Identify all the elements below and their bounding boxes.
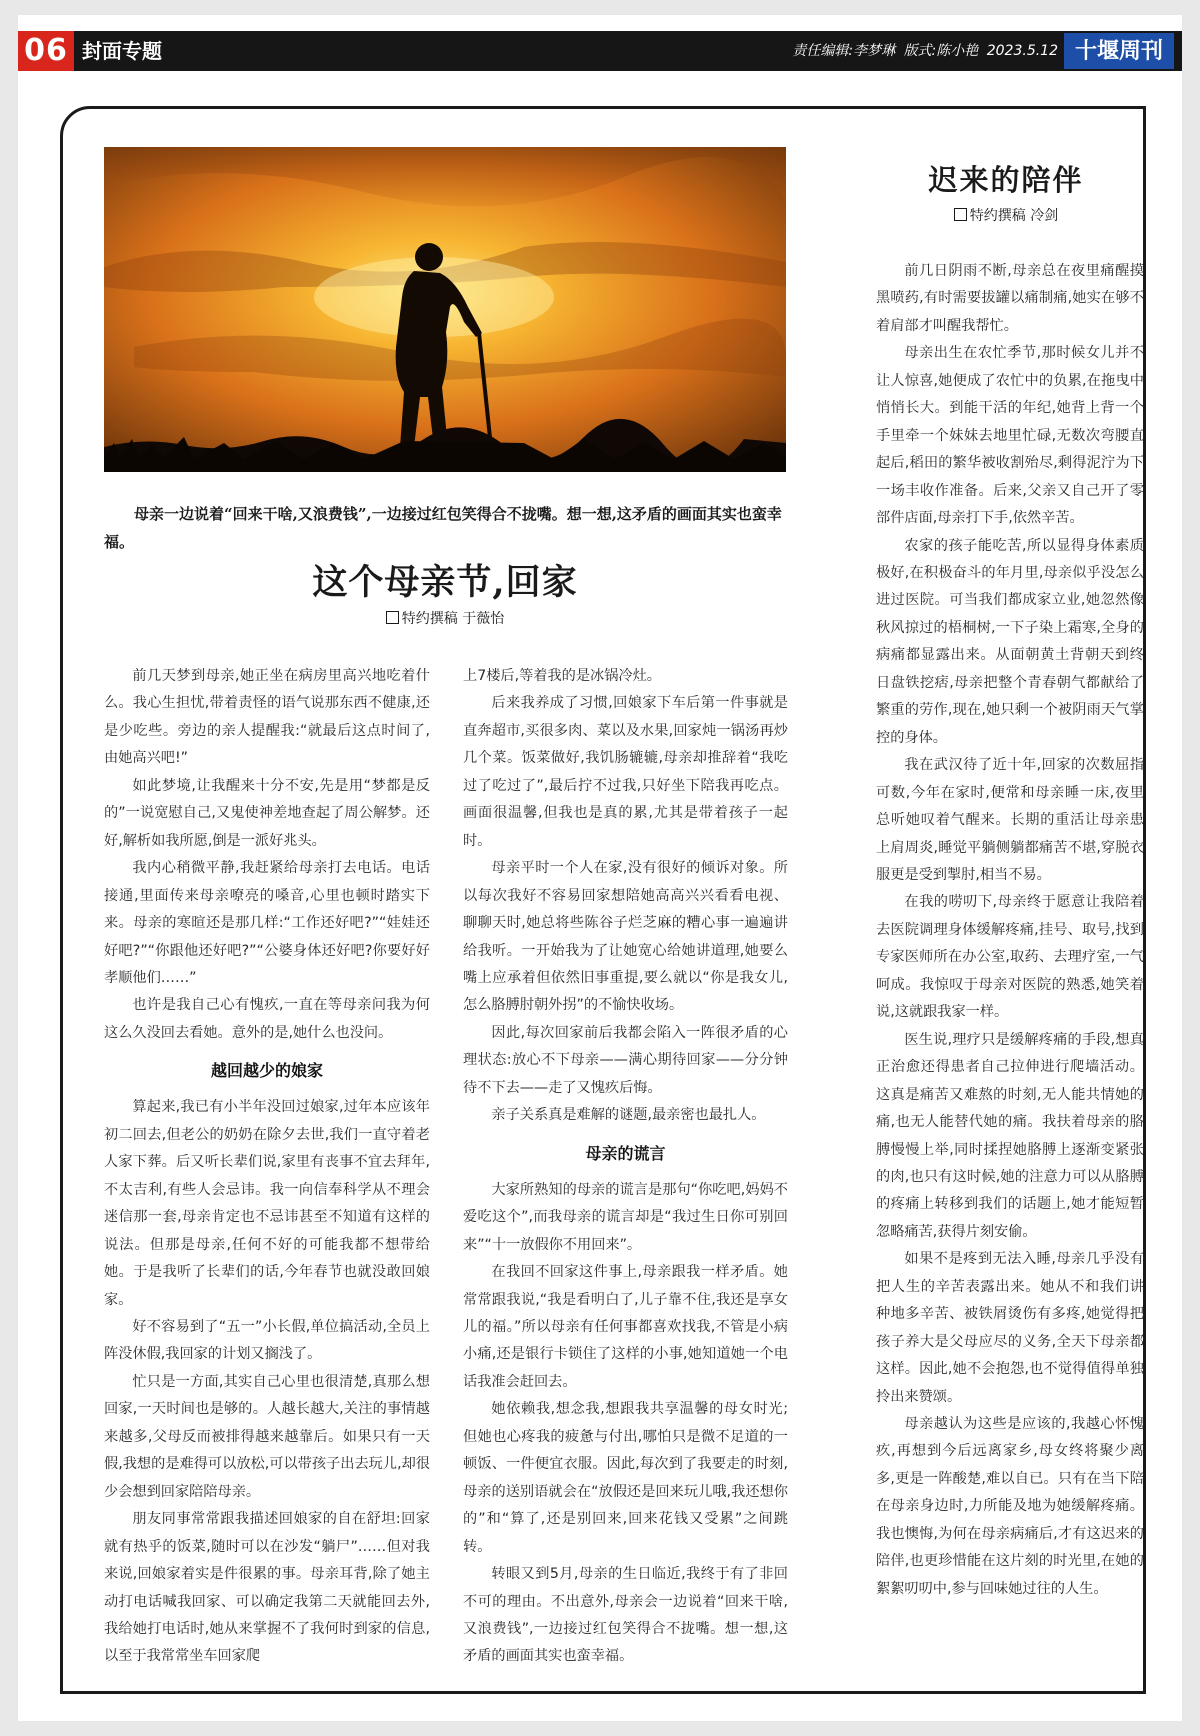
main-article-byline xyxy=(104,608,786,628)
paragraph: 也许是我自己心有愧疚,一直在等母亲问我为何这么久没回去看她。意外的是,她什么也没问。 xyxy=(104,997,430,1041)
header-bar xyxy=(18,31,1182,71)
issue-date: 2023.5.12 xyxy=(986,43,1058,59)
paragraph: 前几天梦到母亲,她正坐在病房里高兴地吃着什么。我心生担忧,带着责怪的语气说那东西不健康,还是少吃些。旁边的亲人提醒我:“就最后这点时间了,由她高兴吧!” xyxy=(104,668,430,767)
layout-credit: 版式:陈小艳 xyxy=(903,43,979,59)
main-article-column-2 xyxy=(463,663,788,1671)
paragraph: 前几日阴雨不断,母亲总在夜里痛醒摸黑喷药,有时需要拔罐以痛制痛,她实在够不着肩部才叫醒我帮忙。 xyxy=(876,263,1144,334)
paragraph: 后来我养成了习惯,回娘家下车后第一件事就是直奔超市,买很多肉、菜以及水果,回家炖一锅汤再炒几个菜。饭菜做好,我饥肠辘辘,母亲却推辞着“我吃过了吃过了”,最后拧不过我,只好坐下陪我再吃点。画面很温馨,但我也是真的累,尤其是带着孩子一起时。 xyxy=(463,695,788,849)
paragraph: 农家的孩子能吃苦,所以显得身体素质极好,在积极奋斗的年月里,母亲似乎没怎么进过医院。可当我们都成家立业,她忽然像秋风掠过的梧桐树,一下子染上霜寒,全身的病痛都显露出来。从面朝黄土背朝天到终日盘铁挖痞,母亲把整个青春朝气都献给了繁重的劳作,现在,她只剩一个被阴雨天气掌控的身体。 xyxy=(876,537,1144,746)
paragraph: 我在武汉待了近十年,回家的次数屈指可数,今年在家时,便常和母亲睡一床,夜里总听她叹着气醒来。长期的重活让母亲患上肩周炎,睡觉平躺侧躺都痛苦不堪,穿脱衣服更是受到掣肘,相当不易。 xyxy=(876,757,1144,883)
photo-caption: 母亲一边说着“回来干啥,又浪费钱”,一边接过红包笑得合不拢嘴。想一想,这矛盾的画面其实也蛮幸福。 xyxy=(104,505,782,551)
side-article-column xyxy=(876,258,1144,1603)
editor-credit: 责任编辑:李梦琳 xyxy=(792,43,896,59)
paragraph: 算起来,我已有小半年没回过娘家,过年本应该年初二回去,但老公的奶奶在除夕去世,我们一直守着老人家下葬。后又听长辈们说,家里有丧事不宜去拜年,不太吉利,有些人会忌讳。我一向信奉科学从不理会迷信那一套,母亲肯定也不忌讳甚至不知道有这样的说法。但那是母亲,任何不好的可能我都不想带给她。于是我听了长辈们的话,今年春节也就没敢回娘家。 xyxy=(104,1099,430,1308)
paragraph: 母亲越认为这些是应该的,我越心怀愧疚,再想到今后远离家乡,母女终将聚少离多,更是一阵酸楚,难以自已。只有在当下陪在母亲身边时,力所能及地为她缓解疼痛。我也懊悔,为何在母亲病痛后,才有这迟来的陪伴,也更珍惜能在这片刻的时光里,在她的絮絮叨叨中,参与回味她过往的人生。 xyxy=(876,1416,1144,1597)
side-article-byline xyxy=(876,205,1136,225)
subheading: 母亲的谎言 xyxy=(585,1143,666,1163)
byline-box-icon xyxy=(954,208,967,221)
paragraph: 我内心稍微平静,我赶紧给母亲打去电话。电话接通,里面传来母亲嘹亮的嗓音,心里也顿时踏实下来。母亲的寒暄还是那几样:“工作还好吧?”“娃娃还好吧?”“你跟他还好吧?”“公婆身体还好吧?你要好好孝顺他们……” xyxy=(104,860,430,986)
paragraph: 如果不是疼到无法入睡,母亲几乎没有把人生的辛苦表露出来。她从不和我们讲种地多辛苦、被铁屑烫伤有多疼,她觉得把孩子养大是父母应尽的义务,全天下母亲都这样。因此,她不会抱怨,也不觉得值得单独拎出来赞颂。 xyxy=(876,1251,1144,1405)
main-article-title: 这个母亲节,回家 xyxy=(312,562,578,603)
side-byline-text: 特约撰稿 冷剑 xyxy=(969,208,1059,224)
brand-logo: 十堰周刊 xyxy=(1064,33,1174,69)
paragraph: 她依赖我,想念我,想跟我共享温馨的母女时光;但她也心疼我的疲惫与付出,哪怕只是微不足道的一顿饭、一件便宜衣服。因此,每次到了我要走的时刻,母亲的送别语就会在“放假还是回来玩儿哦,我还想你的”和“算了,还是别回来,回来花钱又受累”之间跳转。 xyxy=(463,1401,788,1555)
paragraph: 母亲出生在农忙季节,那时候女儿并不让人惊喜,她便成了农忙中的负累,在拖曳中悄悄长大。到能干活的年纪,她背上背一个手里牵一个妹妹去地里忙碌,无数次弯腰直起后,稻田的繁华被收割殆尽,剩得泥泞为下一场丰收作准备。后来,父亲又自己开了零部件店面,母亲打下手,依然辛苦。 xyxy=(876,345,1144,527)
paragraph: 忙只是一方面,其实自己心里也很清楚,真那么想回家,一天时间也是够的。人越长越大,关注的事情越来越多,父母反而被排得越来越靠后。如果只有一天假,我想的是难得可以放松,可以带孩子出去玩儿,却很少会想到回家陪陪母亲。 xyxy=(104,1373,430,1500)
main-byline-text: 特约撰稿 于薇怡 xyxy=(401,611,505,627)
paragraph: 在我回不回家这件事上,母亲跟我一样矛盾。她常常跟我说,“我是看明白了,儿子靠不住,我还是享女儿的福。”所以母亲有任何事都喜欢找我,不管是小病小痛,还是银行卡锁住了这样的小事,她知道她一个电话我准会赶回去。 xyxy=(463,1264,788,1390)
page-number: 06 xyxy=(18,31,74,71)
header-meta xyxy=(788,31,1058,71)
sunset-elderly-silhouette-photo xyxy=(104,147,786,472)
subheading: 越回越少的娘家 xyxy=(210,1061,323,1081)
side-article-title: 迟来的陪伴 xyxy=(928,163,1084,197)
paragraph: 如此梦境,让我醒来十分不安,先是用“梦都是反的”一说宽慰自己,又鬼使神差地查起了周公解梦。还好,解析如我所愿,倒是一派好兆头。 xyxy=(104,777,430,849)
paragraph: 医生说,理疗只是缓解疼痛的手段,想真正治愈还得患者自己拉伸进行爬墙活动。这真是痛苦又难熬的时刻,无人能共情她的痛,也无人能替代她的痛。我扶着母亲的胳膊慢慢上举,同时揉捏她胳膊上逐渐变紧张的肉,也只有这时候,她的注意力可以从胳膊的疼痛上转移到我们的话题上,她才能短暂忽略痛苦,获得片刻安偷。 xyxy=(876,1031,1144,1240)
paragraph: 亲子关系真是难解的谜题,最亲密也最扎人。 xyxy=(491,1107,766,1124)
paragraph: 母亲平时一个人在家,没有很好的倾诉对象。所以每次我好不容易回家想陪她高高兴兴看看电视、聊聊天时,她总将些陈谷子烂芝麻的糟心事一遍遍讲给我听。一开始我为了让她宽心给她讲道理,她要么嘴上应承着但依然旧事重提,要么就以“你是我女儿,怎么胳膊肘朝外拐”的不愉快收场。 xyxy=(463,860,788,1014)
section-title: 封面专题 xyxy=(82,39,162,63)
paragraph: 上7楼后,等着我的是冰锅冷灶。 xyxy=(463,668,661,684)
paragraph: 大家所熟知的母亲的谎言是那句“你吃吧,妈妈不爱吃这个”,而我母亲的谎言却是“我过生日你可别回来”“十一放假你不用回来”。 xyxy=(463,1181,788,1253)
paragraph: 在我的唠叨下,母亲终于愿意让我陪着去医院调理身体缓解疼痛,挂号、取号,找到专家医师所在办公室,取药、去理疗室,一气呵成。我惊叹于母亲对医院的熟悉,她笑着说,这就跟我家一样。 xyxy=(876,894,1144,1021)
paragraph: 转眼又到5月,母亲的生日临近,我终于有了非回不可的理由。不出意外,母亲会一边说着“回来干啥,又浪费钱”,一边接过红包笑得合不拢嘴。想一想,这矛盾的画面其实也蛮幸福。 xyxy=(463,1566,788,1665)
paragraph: 因此,每次回家前后我都会陷入一阵很矛盾的心理状态:放心不下母亲——满心期待回家——分分钟待不下去——走了又愧疚后悔。 xyxy=(463,1024,788,1096)
byline-box-icon xyxy=(386,611,399,624)
photo-graphic xyxy=(104,147,786,472)
main-article-column-1 xyxy=(104,663,430,1671)
paragraph: 好不容易到了“五一”小长假,单位搞活动,全员上阵没休假,我回家的计划又搁浅了。 xyxy=(104,1318,430,1363)
paragraph: 朋友同事常常跟我描述回娘家的自在舒坦:回家就有热乎的饭菜,随时可以在沙发“躺尸”……但对我来说,回娘家着实是件很累的事。母亲耳背,除了她主动打电话喊我回家、可以确定我第二天就能回去外,我给她打电话时,她从来掌握不了我何时到家的信息,以至于我常常坐车回家爬 xyxy=(104,1511,430,1665)
